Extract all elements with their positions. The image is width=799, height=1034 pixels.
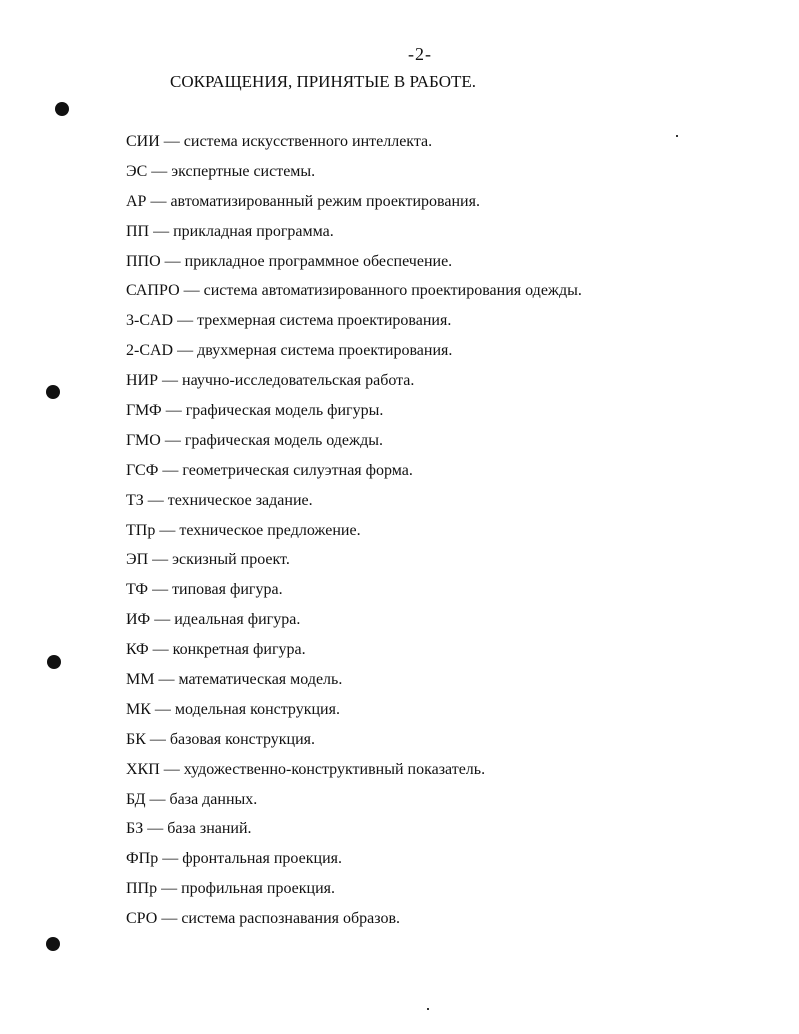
- abbreviation-item: [126, 490, 582, 520]
- punch-hole-2: [46, 385, 60, 399]
- abbreviation-meaning: двухмерная система проектирования.: [197, 342, 453, 360]
- abbreviation-meaning: прикладное программное обеспечение.: [184, 252, 453, 270]
- abbreviation-term: ГМО: [126, 431, 161, 449]
- abbreviation-dash: —: [183, 282, 200, 300]
- abbreviation-dash: —: [165, 402, 182, 420]
- abbreviation-dash: —: [150, 192, 167, 210]
- abbreviation-meaning: базовая конструкция.: [169, 730, 315, 748]
- abbreviation-item: [126, 370, 582, 400]
- abbreviation-meaning: база знаний.: [167, 820, 252, 838]
- abbreviation-dash: —: [163, 133, 180, 150]
- abbreviation-term: ИФ: [126, 611, 151, 629]
- abbreviation-term: ТЗ: [126, 491, 144, 509]
- abbreviation-item: [126, 699, 582, 729]
- abbreviation-dash: —: [149, 730, 166, 748]
- abbreviation-meaning: геометрическая силуэтная форма.: [182, 461, 413, 479]
- abbreviation-dash: —: [159, 521, 176, 539]
- abbreviation-dash: —: [164, 431, 181, 449]
- abbreviation-dash: —: [163, 760, 180, 778]
- abbreviation-term: ЭП: [126, 551, 149, 569]
- abbreviation-dash: —: [154, 700, 171, 718]
- abbreviation-dash: —: [152, 641, 169, 659]
- abbreviation-meaning: техническое предложение.: [179, 521, 361, 539]
- abbreviation-term: АР: [126, 192, 147, 210]
- abbreviation-term: БК: [126, 730, 146, 748]
- punch-hole-1: [55, 102, 69, 116]
- abbreviation-term: ГМФ: [126, 402, 162, 420]
- abbreviation-term: СИИ: [126, 133, 160, 150]
- abbreviation-item: [126, 759, 582, 789]
- abbreviation-meaning: графическая модель одежды.: [184, 431, 383, 449]
- abbreviation-item: [126, 400, 582, 430]
- abbreviation-dash: —: [151, 162, 168, 180]
- abbreviation-term: ГСФ: [126, 461, 159, 479]
- abbreviation-dash: —: [177, 342, 194, 360]
- abbreviation-dash: —: [162, 461, 179, 479]
- abbreviation-dash: —: [152, 581, 169, 599]
- abbreviation-meaning: конкретная фигура.: [172, 641, 306, 659]
- abbreviation-item: [126, 430, 582, 460]
- abbreviation-item: [126, 161, 582, 191]
- page-title: СОКРАЩЕНИЯ, ПРИНЯТЫЕ В РАБОТЕ.: [170, 72, 476, 91]
- abbreviation-dash: —: [162, 850, 179, 868]
- abbreviation-item: [126, 639, 582, 669]
- abbreviation-item: [126, 310, 582, 340]
- abbreviation-term: ТПр: [126, 521, 156, 539]
- abbreviation-item: [126, 340, 582, 370]
- abbreviation-term: БД: [126, 790, 146, 808]
- abbreviation-meaning: типовая фигура.: [172, 581, 283, 599]
- abbreviation-meaning: графическая модель фигуры.: [185, 402, 384, 420]
- abbreviation-meaning: техническое задание.: [167, 491, 313, 509]
- abbreviation-meaning: математическая модель.: [178, 671, 343, 689]
- page-number: -2-: [408, 44, 432, 64]
- abbreviation-term: КФ: [126, 641, 149, 659]
- abbreviation-term: ПП: [126, 222, 150, 240]
- abbreviation-dash: —: [177, 312, 194, 330]
- abbreviation-dash: —: [161, 880, 178, 898]
- abbreviation-dash: —: [149, 790, 166, 808]
- abbreviation-term: БЗ: [126, 820, 144, 838]
- abbreviation-item: [126, 579, 582, 609]
- abbreviation-item: [126, 609, 582, 639]
- abbreviation-item: [126, 191, 582, 221]
- scan-speck: [427, 1008, 429, 1010]
- abbreviation-term: ЭС: [126, 162, 148, 180]
- abbreviation-term: ППО: [126, 252, 161, 270]
- abbreviation-meaning: прикладная программа.: [173, 222, 334, 240]
- abbreviation-term: САПРО: [126, 282, 180, 300]
- abbreviation-dash: —: [158, 671, 175, 689]
- abbreviation-item: [126, 908, 582, 938]
- abbreviation-item: [126, 280, 582, 310]
- abbreviation-dash: —: [147, 491, 164, 509]
- abbreviation-item: [126, 848, 582, 878]
- abbreviation-term: ХКП: [126, 760, 160, 778]
- abbreviation-meaning: профильная проекция.: [181, 880, 336, 898]
- abbreviation-dash: —: [162, 372, 179, 390]
- abbreviation-item: [126, 460, 582, 490]
- abbreviation-term: ФПр: [126, 850, 159, 868]
- abbreviation-term: 2-CAD: [126, 342, 174, 360]
- abbreviation-dash: —: [147, 820, 164, 838]
- abbreviation-item: [126, 251, 582, 281]
- abbreviation-item: [126, 131, 582, 161]
- abbreviation-meaning: база данных.: [169, 790, 258, 808]
- abbreviation-meaning: трехмерная система проектирования.: [197, 312, 452, 330]
- abbreviation-item: [126, 520, 582, 550]
- abbreviation-dash: —: [164, 252, 181, 270]
- abbreviation-meaning: экспертные системы.: [171, 162, 316, 180]
- abbreviation-term: 3-CAD: [126, 312, 174, 330]
- abbreviation-dash: —: [153, 222, 170, 240]
- abbreviation-term: СРО: [126, 910, 158, 928]
- abbreviation-meaning: автоматизированный режим проектирования.: [170, 192, 480, 210]
- abbreviation-meaning: система искусственного интеллекта.: [183, 133, 433, 150]
- abbreviation-dash: —: [161, 910, 178, 928]
- abbreviation-item: [126, 549, 582, 579]
- abbreviation-item: [126, 669, 582, 699]
- abbreviation-term: ППр: [126, 880, 158, 898]
- abbreviation-meaning: система автоматизированного проектирования одежды.: [203, 282, 582, 300]
- abbreviation-meaning: научно-исследовательская работа.: [182, 372, 415, 390]
- abbreviation-item: [126, 818, 582, 848]
- abbreviation-item: [126, 789, 582, 819]
- abbreviation-dash: —: [152, 551, 169, 569]
- abbreviation-term: МК: [126, 700, 151, 718]
- abbreviation-meaning: художественно-конструктивный показатель.: [183, 760, 486, 778]
- abbreviation-term: ТФ: [126, 581, 149, 599]
- scan-speck: [676, 135, 678, 137]
- abbreviation-meaning: система распознавания образов.: [181, 910, 401, 928]
- abbreviation-meaning: эскизный проект.: [172, 551, 290, 569]
- abbreviation-item: [126, 729, 582, 759]
- abbreviation-list: [126, 131, 582, 938]
- abbreviation-meaning: фронтальная проекция.: [182, 850, 342, 868]
- abbreviation-meaning: идеальная фигура.: [174, 611, 301, 629]
- punch-hole-3: [47, 655, 61, 669]
- abbreviation-term: ММ: [126, 671, 155, 689]
- abbreviation-term: НИР: [126, 372, 159, 390]
- abbreviation-item: [126, 878, 582, 908]
- punch-hole-4: [46, 937, 60, 951]
- abbreviation-meaning: модельная конструкция.: [174, 700, 340, 718]
- abbreviation-item: [126, 221, 582, 251]
- abbreviation-dash: —: [154, 611, 171, 629]
